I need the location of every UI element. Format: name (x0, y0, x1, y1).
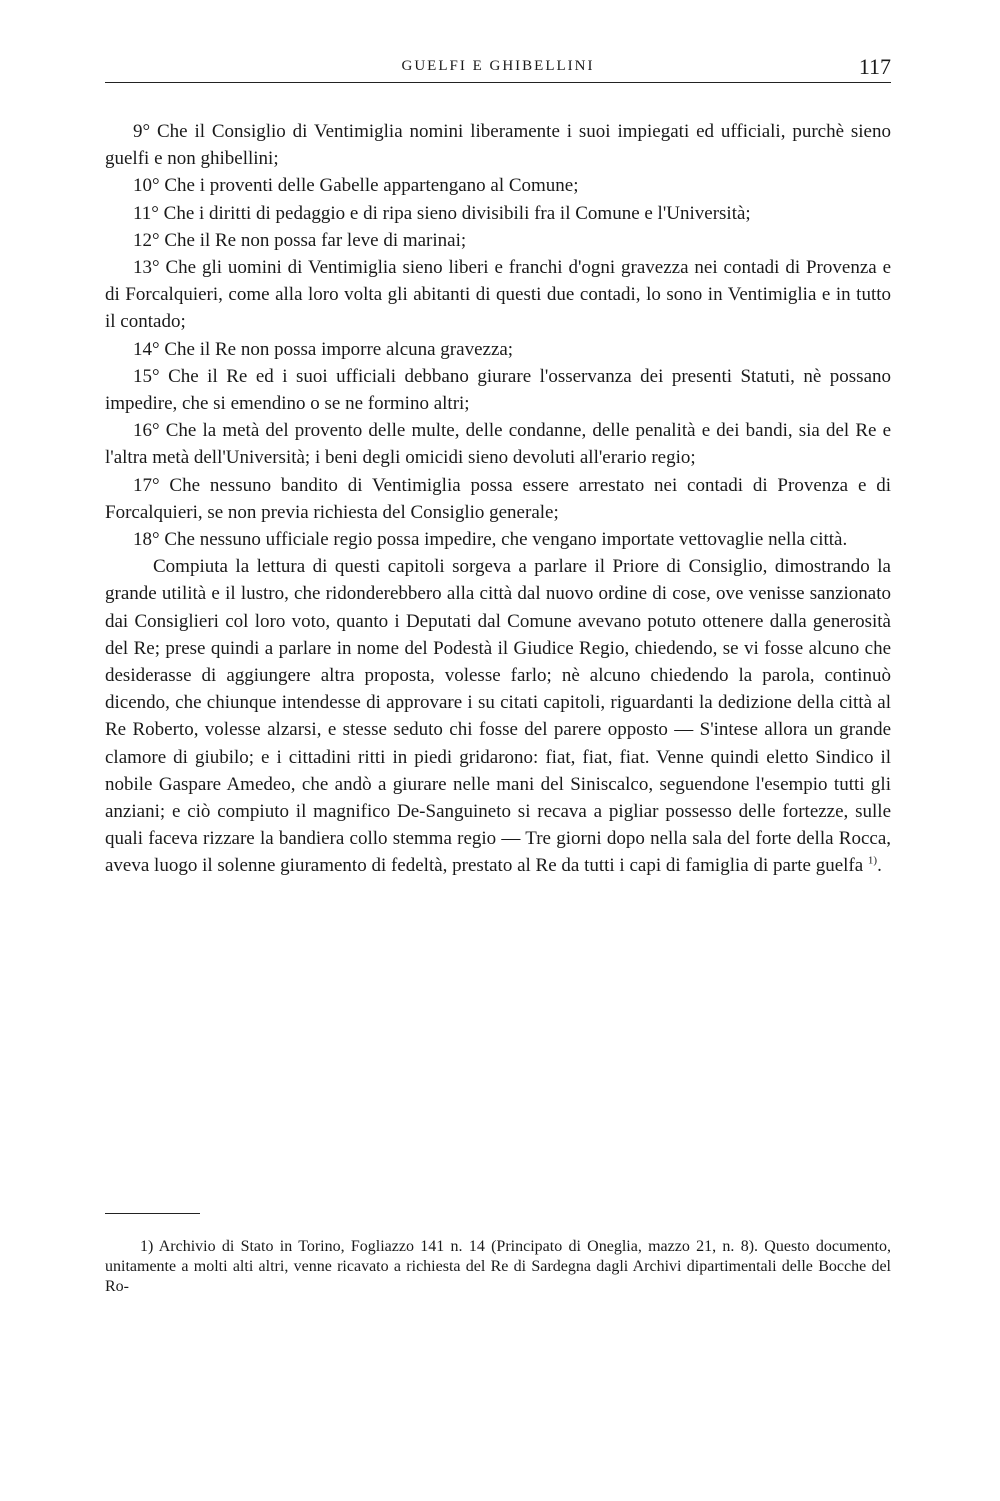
article-10: 10° Che i proventi delle Gabelle appartengano al Comune; (133, 175, 579, 197)
footnote-text: 1) Archivio di Stato in Torino, Fogliazzo 141 n. 14 (Principato di Oneglia, mazzo 21, n. 8). Questo documento, unitamente a molti alti altri, venne ricavato a richiesta del Re di Sardegna dagli Archivi dipartimentali delle Bocche del Ro- (105, 1238, 891, 1295)
running-title: GUELFI E GHIBELLINI (401, 58, 595, 74)
footnote-reference[interactable]: 1) (867, 855, 878, 868)
footnote-rule (105, 1213, 200, 1214)
header-rule (105, 82, 891, 83)
page-number: 117 (858, 54, 891, 79)
article-14: 14° Che il Re non possa imporre alcuna gravezza; (133, 338, 514, 360)
paragraph-text: Compiuta la lettura di questi capitoli sorgeva a parlare il Priore di Consiglio, dimostrando la grande utilità e il lustro, che ridonderebbero alla città dal nuovo ordine di cose, ove venisse sanzionato dai Consiglieri col loro voto, quanto i Deputati dal Comune avevano potuto ottenere dalla generosità del Re; prese quindi a parlare in nome del Podestà il Giudice Regio, chiedendo, se vi fosse alcuno che desiderasse di aggiungere altra proposta, volesse farlo; nè alcuno chiedendo la parola, continuò dicendo, che chiunque intendesse di approvare i su citati capitoli, riguardanti la dedizione della città al Re Roberto, volesse alzarsi, e stesse seduto chi fosse del parere opposto — S'intese allora un grande clamore di giubilo; e i cittadini ritti in piedi gridarono: fiat, fiat, fiat. Venne quindi eletto Sindico il nobile Gaspare Amedeo, che andò a giurare nelle mani del Siniscalco, seguendone l'esempio tutti gli anziani; e ciò compiuto il magnifico De-Sanguineto si recava a pigliar possesso delle fortezze, sulle quali faceva rizzare la bandiera collo stemma regio — Tre giorni dopo nella sala del forte della Rocca, aveva luogo il solenne giuramento di fedeltà, prestato al Re da tutti i capi di famiglia di parte guelfa (105, 556, 891, 877)
paragraph-end: . (877, 855, 882, 877)
narrative-paragraph (105, 553, 891, 879)
article-18: 18° Che nessuno ufficiale regio possa impedire, che vengano importate vettovaglie nella città. (133, 529, 848, 551)
article-13: 13° Che gli uomini di Ventimiglia sieno liberi e franchi d'ogni gravezza nei contadi di Provenza e di Forcalquieri, come alla loro volta gli abitanti di questi due contadi, lo sono in Ventimiglia e in tutto il contado; (105, 257, 891, 333)
footnote (105, 1237, 891, 1297)
article-16: 16° Che la metà del provento delle multe, delle condanne, delle penalità e dei bandi, sia del Re e l'altra metà dell'Università; i beni degli omicidi sieno devoluti all'erario regio; (105, 420, 891, 469)
article-15: 15° Che il Re ed i suoi ufficiali debbano giurare l'osservanza dei presenti Statuti, nè possano impedire, che si emendino o se ne formino altri; (105, 365, 891, 415)
article-17: 17° Che nessuno bandito di Ventimiglia possa essere arrestato nei contadi di Provenza e di Forcalquieri, se non previa richiesta del Consiglio generale; (105, 474, 891, 523)
article-9: 9° Che il Consiglio di Ventimiglia nomini liberamente i suoi impiegati ed ufficiali, purchè sieno guelfi e non ghibellini; (105, 121, 891, 170)
body-text (105, 118, 891, 880)
running-head (105, 54, 891, 88)
article-11: 11° Che i diritti di pedaggio e di ripa sieno divisibili fra il Comune e l'Università; (133, 202, 751, 224)
article-12: 12° Che il Re non possa far leve di marinai; (133, 229, 467, 251)
